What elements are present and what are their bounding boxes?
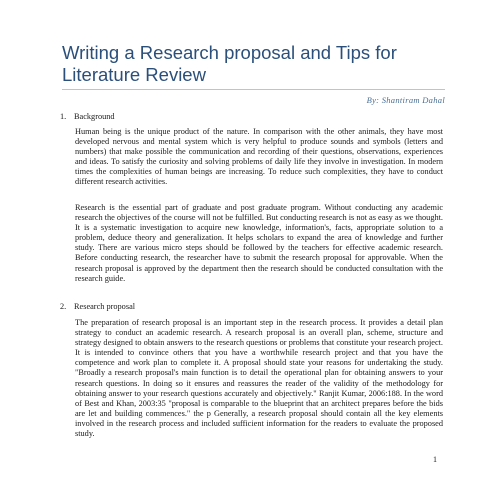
paragraph: The preparation of research proposal is an important step in the research process. It provides a detail plan strategy to conduct an academic research. A research proposal is an overall plan, scheme, structure and strategy designed to obtain answers to the research questions or problems that constitute your research project. It is intended to convince others that you have a worthwhile research project and that you have the competence and work plan to complete it. A proposal should state your reasons for undertaking the study. "Broadly a research proposal's main function is to detail the operational plan for obtaining answers to your research questions. In doing so it ensures and reassures the reader of the validity of the methodology for obtaining answer to your research questions accurately and objectively." Ranjit Kumar, 2006:188. In the word of Best and Khan, 2003:35 "proposal is comparable to the blueprint that an architect prepares before the bids are let and building commences." the p Generally, a research proposal should contain all the key elements involved in the research process and included sufficient information for the readers to evaluate the proposed study. [75,318,443,439]
paragraph: Research is the essential part of graduate and post graduate program. Without conducting any academic research the objectives of the course will not be fulfilled. But conducting research is not as easy as we thought. It is a systematic investigation to acquire new knowledge, information's, facts, appropriate solution to a problem, deduce theory and generalization. It helps scholars to expand the area of knowledge and further study. There are various micro steps should be followed by the teachers for effective academic research. Before conducting research, the researcher have to submit the research proposal for approvable. When the research proposal is approved by the department then the research should be conducted consultation with the research guide. [75,203,443,283]
document-title: Writing a Research proposal and Tips for Literature Review [62,42,397,85]
section-title: Background [74,112,115,121]
title-underline [62,89,445,90]
page-number: 1 [433,455,437,464]
section-heading-research-proposal [60,302,135,312]
section-number: 2. [60,302,67,311]
author-byline: By: Shantiram Dahal [366,95,445,105]
section-title: Research proposal [74,302,136,311]
paragraph: Human being is the unique product of the nature. In comparison with the other animals, they have most developed nervous and mental system which is very helpful to produce sounds and symbols (letters and numbers) that make possible the communication and recording of their questions, observations, experiences and ideas. To satisfy the curiosity and solving problems of daily life they involve in investigation. In modern times the complexities of human beings are increasing. To reduce such complexities, they have to conduct different research activities. [75,127,443,187]
section-heading-background [60,112,115,122]
section-number: 1. [60,112,67,121]
